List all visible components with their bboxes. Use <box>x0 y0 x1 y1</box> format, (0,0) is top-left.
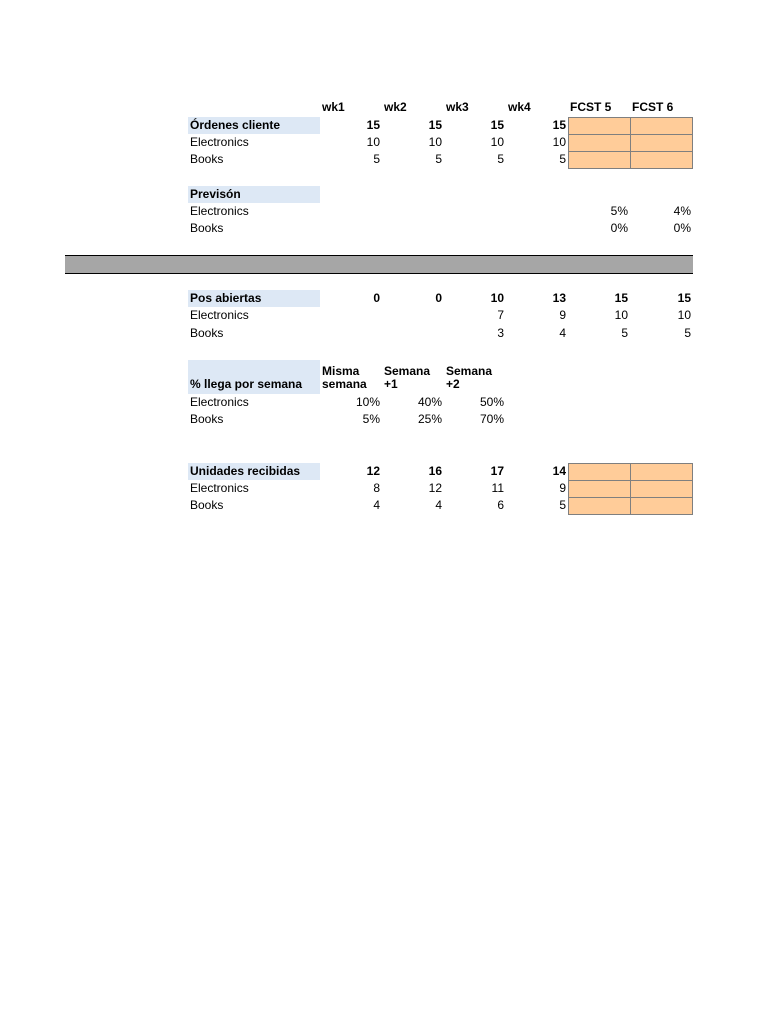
unidades-electronics-wk1[interactable]: 8 <box>373 481 380 495</box>
pos-row-books-label[interactable]: Books <box>190 326 224 340</box>
forecast-cell-ordenes-total-fcst6[interactable] <box>630 117 693 135</box>
pos-books-wk4[interactable]: 4 <box>559 326 566 340</box>
ordenes-electronics-wk1[interactable]: 10 <box>366 135 380 149</box>
ordenes-total-wk4[interactable]: 15 <box>552 118 566 132</box>
pos-total-wk1[interactable]: 0 <box>373 291 380 305</box>
header-wk4[interactable]: wk4 <box>508 100 531 114</box>
pos-total-fcst6[interactable]: 15 <box>677 291 691 305</box>
pos-books-wk3[interactable]: 3 <box>497 326 504 340</box>
pos-total-wk4[interactable]: 13 <box>552 291 566 305</box>
unidades-books-wk1[interactable]: 4 <box>373 498 380 512</box>
llega-header-week-plus1-line1: Semana <box>384 364 431 378</box>
unidades-total-wk1[interactable]: 12 <box>366 464 380 478</box>
ordenes-total-wk3[interactable]: 15 <box>490 118 504 132</box>
forecast-cell-ordenes-books-fcst6[interactable] <box>630 151 693 169</box>
unidades-books-wk4[interactable]: 5 <box>559 498 566 512</box>
llega-electronics-week-plus2[interactable]: 50% <box>479 395 504 409</box>
pos-total-wk2[interactable]: 0 <box>435 291 442 305</box>
prevision-electronics-fcst6[interactable]: 4% <box>673 204 691 218</box>
llega-header-same-week-line2: semana <box>322 377 367 391</box>
header-fcst5[interactable]: FCST 5 <box>570 100 612 114</box>
unidades-title[interactable]: Unidades recibidas <box>188 463 320 480</box>
ordenes-row-books-label[interactable]: Books <box>190 152 224 166</box>
forecast-cell-ordenes-total-fcst5[interactable] <box>568 117 631 135</box>
forecast-cell-ordenes-electronics-fcst6[interactable] <box>630 134 693 152</box>
forecast-cell-unidades-books-fcst5[interactable] <box>568 497 631 515</box>
llega-header-week-plus2-line1: Semana <box>446 364 493 378</box>
pos-electronics-wk4[interactable]: 9 <box>559 308 566 322</box>
forecast-cell-unidades-electronics-fcst6[interactable] <box>630 480 693 498</box>
ordenes-total-wk1[interactable]: 15 <box>366 118 380 132</box>
unidades-electronics-wk3[interactable]: 11 <box>491 481 504 495</box>
unidades-electronics-wk4[interactable]: 9 <box>559 481 566 495</box>
ordenes-electronics-wk2[interactable]: 10 <box>428 135 442 149</box>
prevision-row-books-label[interactable]: Books <box>190 221 224 235</box>
ordenes-books-wk1[interactable]: 5 <box>373 152 380 166</box>
pos-books-fcst6[interactable]: 5 <box>684 326 691 340</box>
prevision-books-fcst5[interactable]: 0% <box>610 221 628 235</box>
header-fcst6[interactable]: FCST 6 <box>632 100 674 114</box>
llega-header-week-plus1-line2: +1 <box>384 377 398 391</box>
ordenes-books-wk2[interactable]: 5 <box>435 152 442 166</box>
forecast-cell-unidades-electronics-fcst5[interactable] <box>568 480 631 498</box>
unidades-row-books-label[interactable]: Books <box>190 498 224 512</box>
llega-books-week-plus2[interactable]: 70% <box>479 412 504 426</box>
prevision-electronics-fcst5[interactable]: 5% <box>610 204 628 218</box>
pos-electronics-fcst6[interactable]: 10 <box>677 308 691 322</box>
ordenes-title[interactable]: Órdenes cliente <box>188 117 320 134</box>
header-wk2[interactable]: wk2 <box>384 100 407 114</box>
llega-books-week-plus1[interactable]: 25% <box>417 412 442 426</box>
pos-total-fcst5[interactable]: 15 <box>614 291 628 305</box>
header-wk1[interactable]: wk1 <box>322 100 345 114</box>
unidades-row-electronics-label[interactable]: Electronics <box>190 481 249 495</box>
ordenes-books-wk4[interactable]: 5 <box>559 152 566 166</box>
llega-row-electronics-label[interactable]: Electronics <box>190 395 249 409</box>
separator-band <box>65 255 693 274</box>
pos-electronics-wk3[interactable]: 7 <box>497 308 504 322</box>
unidades-total-wk3[interactable]: 17 <box>490 464 504 478</box>
pos-row-electronics-label[interactable]: Electronics <box>190 308 249 322</box>
forecast-cell-ordenes-electronics-fcst5[interactable] <box>568 134 631 152</box>
ordenes-electronics-wk4[interactable]: 10 <box>552 135 566 149</box>
llega-header-week-plus1[interactable] <box>382 365 430 391</box>
ordenes-total-wk2[interactable]: 15 <box>428 118 442 132</box>
llega-header-same-week-line1: Misma <box>322 364 360 378</box>
ordenes-row-electronics-label[interactable]: Electronics <box>190 135 249 149</box>
llega-electronics-week-plus1[interactable]: 40% <box>417 395 442 409</box>
pos-books-fcst5[interactable]: 5 <box>621 326 628 340</box>
prevision-title[interactable]: Previsón <box>188 186 320 203</box>
forecast-cell-unidades-books-fcst6[interactable] <box>630 497 693 515</box>
llega-header-week-plus2[interactable] <box>444 365 492 391</box>
unidades-books-wk2[interactable]: 4 <box>435 498 442 512</box>
forecast-cell-ordenes-books-fcst5[interactable] <box>568 151 631 169</box>
unidades-electronics-wk2[interactable]: 12 <box>428 481 442 495</box>
prevision-books-fcst6[interactable]: 0% <box>673 221 691 235</box>
pos-electronics-fcst5[interactable]: 10 <box>614 308 628 322</box>
forecast-cell-unidades-total-fcst5[interactable] <box>568 463 631 481</box>
prevision-row-electronics-label[interactable]: Electronics <box>190 204 249 218</box>
unidades-total-wk4[interactable]: 14 <box>552 464 566 478</box>
llega-books-same-week[interactable]: 5% <box>362 412 380 426</box>
unidades-books-wk3[interactable]: 6 <box>497 498 504 512</box>
llega-row-books-label[interactable]: Books <box>190 412 224 426</box>
ordenes-electronics-wk3[interactable]: 10 <box>490 135 504 149</box>
ordenes-books-wk3[interactable]: 5 <box>497 152 504 166</box>
llega-electronics-same-week[interactable]: 10% <box>355 395 380 409</box>
pos-total-wk3[interactable]: 10 <box>490 291 504 305</box>
unidades-total-wk2[interactable]: 16 <box>428 464 442 478</box>
header-wk3[interactable]: wk3 <box>446 100 469 114</box>
forecast-cell-unidades-total-fcst6[interactable] <box>630 463 693 481</box>
llega-header-same-week[interactable] <box>320 365 367 391</box>
llega-header-week-plus2-line2: +2 <box>446 377 460 391</box>
pos-title[interactable]: Pos abiertas <box>188 290 320 307</box>
llega-title: % llega por semana <box>190 377 303 391</box>
